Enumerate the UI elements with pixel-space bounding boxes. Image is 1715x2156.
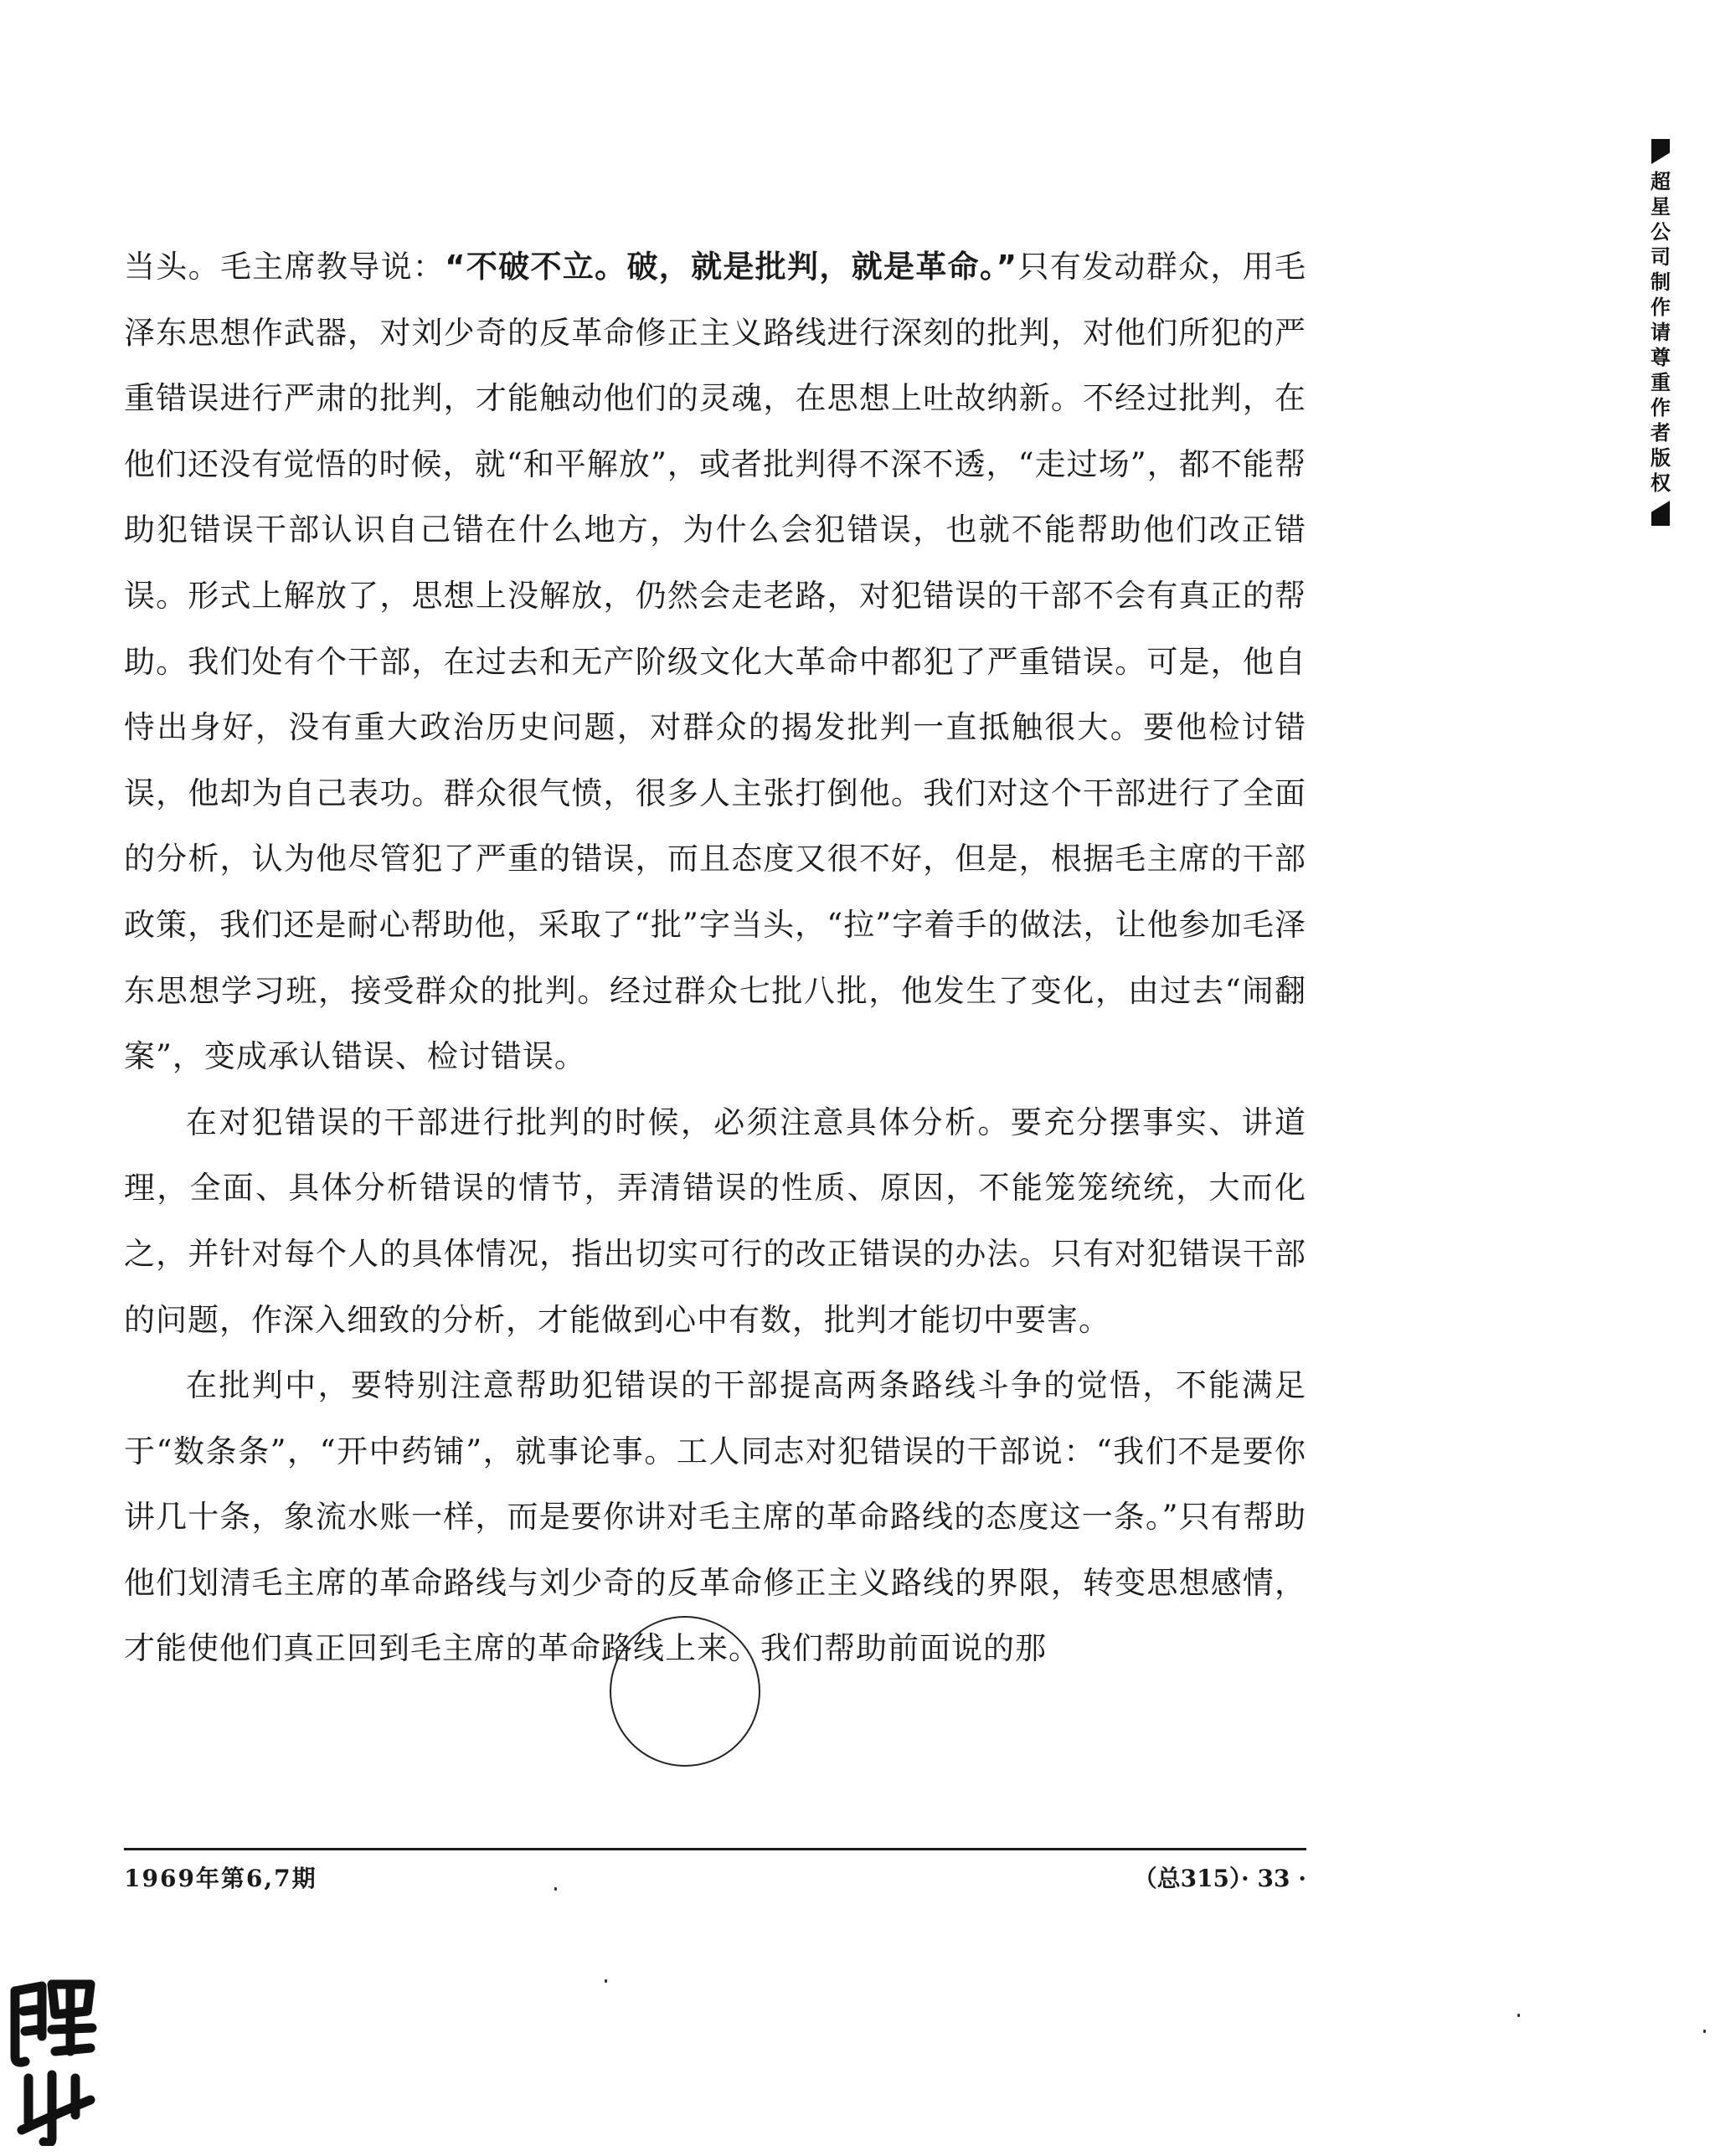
scan-speck [605,1979,607,1983]
scan-speck [554,1887,557,1891]
quotation-bold: “不破不立。破，就是批判，就是革命。” [445,249,1018,285]
article-body [124,234,1306,1682]
strip-marker-bottom [1651,501,1670,526]
footer-rule [124,1848,1306,1850]
scan-speck [1517,2014,1520,2017]
calligraphy-seal-icon [3,1974,104,2146]
paragraph-3: 在批判中，要特别注意帮助犯错误的干部提高两条路线斗争的觉悟，不能满足于“数条条”，“开中药铺”，就事论事。工人同志对犯错误的干部说：“我们不是要你讲几十条，象流水账一样，而是要你讲对毛主席的革命路线的态度这一条。”只有帮助他们划清毛主席的革命路线与刘少奇的反革命修正主义路线的界限，转变思想感情，才能使他们真正回到毛主席的革命路线上来。我们帮助前面说的那 [124,1367,1306,1667]
page-number: （总315）· 33 · [1133,1865,1306,1892]
side-copyright-strip [1646,139,1675,526]
scan-speck [1703,2030,1706,2033]
circle-stamp-icon [610,1616,760,1767]
paragraph-1-lead: 当头。毛主席教导说： [124,249,445,285]
issue-label: 1969年第6,7期 [124,1865,317,1892]
strip-marker-top [1651,139,1670,164]
paragraph-1-rest: 只有发动群众，用毛泽东思想作武器，对刘少奇的反革命修正主义路线进行深刻的批判，对他们所犯的严重错误进行严肃的批判，才能触动他们的灵魂，在思想上吐故纳新。不经过批判，在他们还没有觉悟的时候，就“和平解放”，或者批判得不深不透，“走过场”，都不能帮助犯错误干部认识自己错在什么地方，为什么会犯错误，也就不能帮助他们改正错误。形式上解放了，思想上没解放，仍然会走老路，对犯错误的干部不会有真正的帮助。我们处有个干部，在过去和无产阶级文化大革命中都犯了严重错误。可是，他自恃出身好，没有重大政治历史问题，对群众的揭发批判一直抵触很大。要他检讨错误，他却为自己表功。群众很气愤，很多人主张打倒他。我们对这个干部进行了全面的分析，认为他尽管犯了严重的错误，而且态度又很不好，但是，根据毛主席的干部政策，我们还是耐心帮助他，采取了“批”字当头，“拉”字着手的做法，让他参加毛泽东思想学习班，接受群众的批判。经过群众七批八批，他发生了变化，由过去“闹翻案”，变成承认错误、检讨错误。 [124,249,1307,1075]
paragraph-1 [124,234,1306,1090]
paragraph-2: 在对犯错误的干部进行批判的时候，必须注意具体分析。要充分摆事实、讲道理，全面、具体分析错误的情节，弄清错误的性质、原因，不能笼笼统统，大而化之，并针对每个人的具体情况，指出切实可行的改正错误的办法。只有对犯错误干部的问题，作深入细致的分析，才能做到心中有数，批判才能切中要害。 [124,1104,1306,1338]
copyright-notice: 超星公司制作 请尊重作者版权 [1651,170,1671,495]
